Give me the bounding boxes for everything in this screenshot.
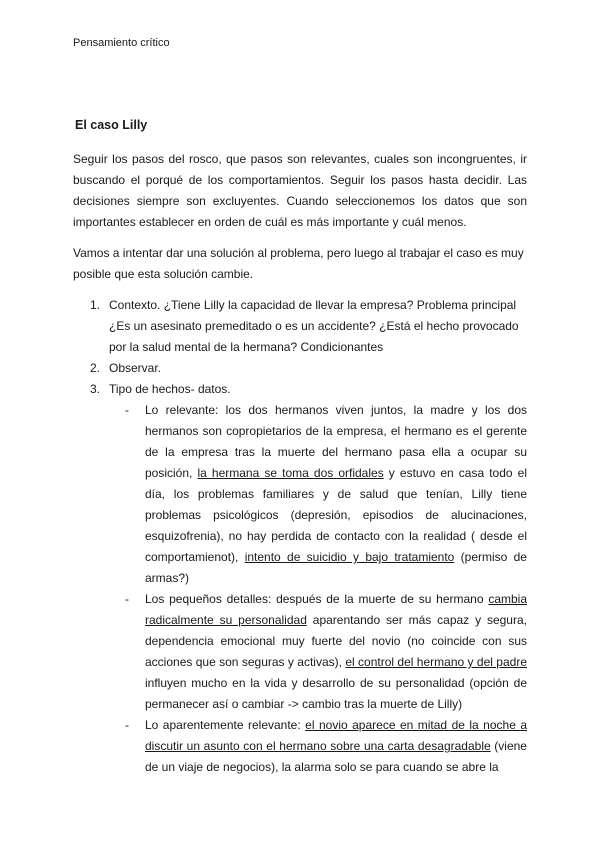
text-segment: Lo aparentemente relevante:	[145, 718, 306, 732]
list-item-observe	[73, 358, 527, 379]
text-segment: Lo relevante: los dos hermanos viven juntos, la madre y los dos hermanos son copropietarios de la empresa, el hermano es el gerente de la empresa tras la muerte del hermano pasa ella a ocupar su posición,	[145, 403, 527, 480]
facts-sublist	[109, 400, 527, 778]
text-segment: aparentando ser más capaz y segura, dependencia emocional muy fuerte del novio (no coincide con sus acciones que son seguras y activas),	[145, 613, 527, 669]
list-item-text: Contexto. ¿Tiene Lilly la capacidad de llevar la empresa? Problema principal ¿Es un asesinato premeditado o es un accidente? ¿Está el hecho provocado por la salud mental de la hermana? Condicionantes	[109, 298, 519, 354]
list-number: 3.	[90, 382, 101, 396]
text-segment: influyen mucho en la vida y desarrollo de su personalidad (opción de permanecer así o cambiar -> cambio tras la muerte de Lilly)	[145, 676, 527, 711]
underlined-text: el control del hermano y del padre	[345, 655, 527, 669]
underlined-text: la hermana se toma dos orfidales	[197, 466, 384, 480]
list-number: 1.	[90, 298, 101, 312]
document-title: El caso Lilly	[75, 118, 148, 132]
underlined-text: cambia radicalmente su personalidad	[145, 592, 527, 627]
text-segment: (viene de un viaje de negocios), la alarma solo se para cuando se abre la	[145, 739, 527, 774]
intro-paragraph: Seguir los pasos del rosco, que pasos son relevantes, cuales son incongruentes, ir buscando el porqué de los comportamientos. Seguir los pasos hasta decidir. Las decisiones siempre son excluyentes. Cuando seleccionemos los datos que son importantes establecer en orden de cuál es más importante y cuál menos.	[73, 152, 527, 229]
list-item-context	[73, 295, 527, 358]
text-segment: (permiso de armas?)	[145, 550, 527, 585]
dash-bullet: -	[125, 592, 129, 606]
text-segment: y estuvo en casa todo el día, los problemas familiares y de salud que tenían, Lilly tiene problemas psicológicos (depresión, episodios de alucinaciones, esquizofrenia), no hay perdida de contacto con la realidad ( desde el comportamienot),	[145, 466, 528, 564]
sublist-item-details	[109, 589, 527, 715]
sublist-item-apparent	[109, 715, 527, 778]
list-item-text: Observar.	[109, 361, 162, 375]
underlined-text: el novio aparece en mitad de la noche a discutir un asunto con el hermano sobre una carta desagradable	[145, 718, 528, 753]
solution-paragraph: Vamos a intentar dar una solución al problema, pero luego al trabajar el caso es muy posible que esta solución cambie.	[73, 246, 524, 281]
sublist-item-relevant	[109, 400, 527, 589]
page-header: Pensamiento crítico	[73, 37, 170, 49]
dash-bullet: -	[125, 403, 129, 417]
list-item-facts	[73, 379, 527, 778]
dash-bullet: -	[125, 718, 129, 732]
underlined-text: intento de suicidio y bajo tratamiento	[244, 550, 455, 564]
list-item-text: Tipo de hechos- datos.	[109, 382, 231, 396]
list-number: 2.	[90, 361, 101, 375]
text-segment: Los pequeños detalles: después de la muerte de su hermano	[145, 592, 489, 606]
numbered-list	[73, 295, 527, 778]
